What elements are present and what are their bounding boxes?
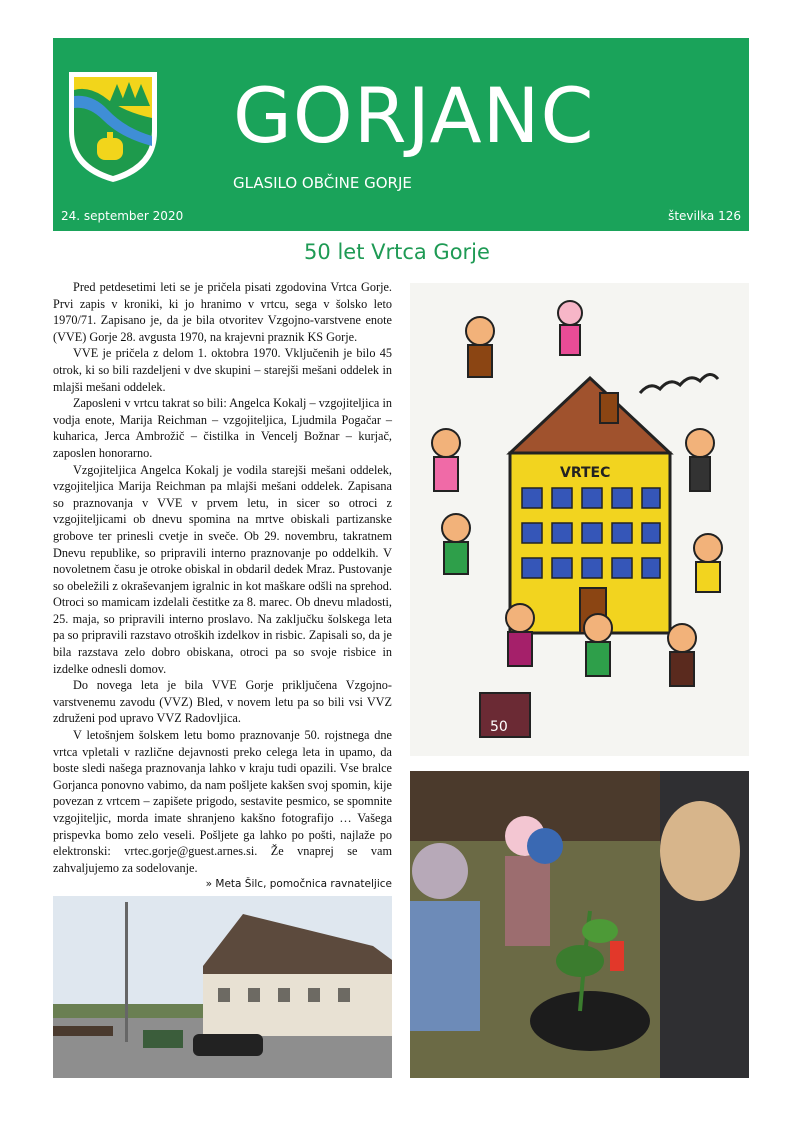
article-paragraph: Do novega leta je bila VVE Gorje priključena Vzgojno-varstvenemu zavodu (VVZ) Bled, v novem letu pa so bili vsi VVZ združeni pod upravo VVZ Radovljica. [53, 678, 392, 726]
article-author: » Meta Šilc, pomočnica ravnateljice [205, 878, 392, 891]
article-paragraph: Vzgojiteljica Angelca Kokalj je vodila starejši mešani oddelek, vzgojiteljica Marija Reichman pa mlajši mešani oddelek. Zapisana so praznovanja v VVE v prvem letu, in sicer so otroci z vzgojiteljicami ob dnevu spomina na mrtve obiskali partizanske grobove ter prinesli cvetje in sveče. Ob 29. novembru, takratnem Dnevu republike, so pripravili interno praznovanje po oddelkih. V novoletnem času je otroke obiskal in obdaril dedek Mraz. Pustovanje so obeležili z okraševanjem igralnic in kot maškare odšli na sprehod. Otroci so mamicam izdelali čestitke za 8. marec. Ob dnevu mladosti, 25. maja, so pripravili interno proslavo. Na zaključku šolskega leta pa so pripravili razstavo otroških izdelkov in risbic. Zapisali so, da je bila razstava zelo dobro obiskana, otroci pa so svoje risbice in izdelke odnesli domov. [53, 462, 392, 676]
article-body [53, 279, 392, 893]
municipality-crest-icon [63, 66, 163, 186]
children-gardening-photo [410, 771, 749, 1078]
article-paragraph: Pred petdesetimi leti se je pričela pisati zgodovina Vrtca Gorje. Prvi zapis v kroniki, ki jo hranimo v vrtcu, sega v šolsko leto 1970/71. Zapisano je, da je bila otvoritev Vzgojno-varstvene enote (VVE) Gorje 28. avgusta 1970, na krajevni praznik KS Gorje. [53, 280, 392, 344]
issue-number: številka 126 [668, 209, 741, 223]
article-paragraph: VVE je pričela z delom 1. oktobra 1970. Vključenih je bilo 45 otrok, ki so bili razdeljeni v dve skupini – starejši mešani oddelek in mlajši mešani oddelek. [53, 346, 392, 394]
childrens-drawing-image [410, 283, 749, 756]
newspaper-title: GORJANC [233, 71, 595, 160]
article-headline: 50 let Vrtca Gorje [304, 240, 490, 264]
article-paragraph: V letošnjem šolskem letu bomo praznovanje 50. rojstnega dne vrtca vpletali v različne dejavnosti preko celega leta in upamo, da boste sledi našega praznovanja lahko v kraju tudi opazili. Vse bralce Gorjanca ponovno vabimo, da nam pošljete kakšen svoj spomin, kije povezan z vrtcem – zapišete prigodo, sestavite pesmico, se spomnite vzgojiteljic, morda imate shranjeno kakšno fotografijo … Vašega prispevka bomo zelo veseli. Pošljete ga lahko po pošti, najlaže po elektronski: vrtec.gorje@guest.arnes.si. Že vnaprej se vam zahvaljujemo za sodelovanje. [53, 728, 392, 875]
issue-date: 24. september 2020 [61, 209, 184, 223]
drawing-number-label: 50 [490, 719, 508, 735]
masthead [53, 38, 749, 231]
kindergarten-building-photo [53, 896, 392, 1078]
drawing-vrtec-label: VRTEC [560, 465, 611, 481]
newspaper-subtitle: GLASILO OBČINE GORJE [233, 174, 412, 192]
article-paragraph: Zaposleni v vrtcu takrat so bili: Angelca Kokalj – vzgojiteljica in vodja enote, Marija Reichman – vzgojiteljica, Ljudmila Pogačar – kuharica, Jerca Ambrožič – čistilka in Vencelj Božnar – kurjač, zaposlen honorarno. [53, 396, 392, 460]
